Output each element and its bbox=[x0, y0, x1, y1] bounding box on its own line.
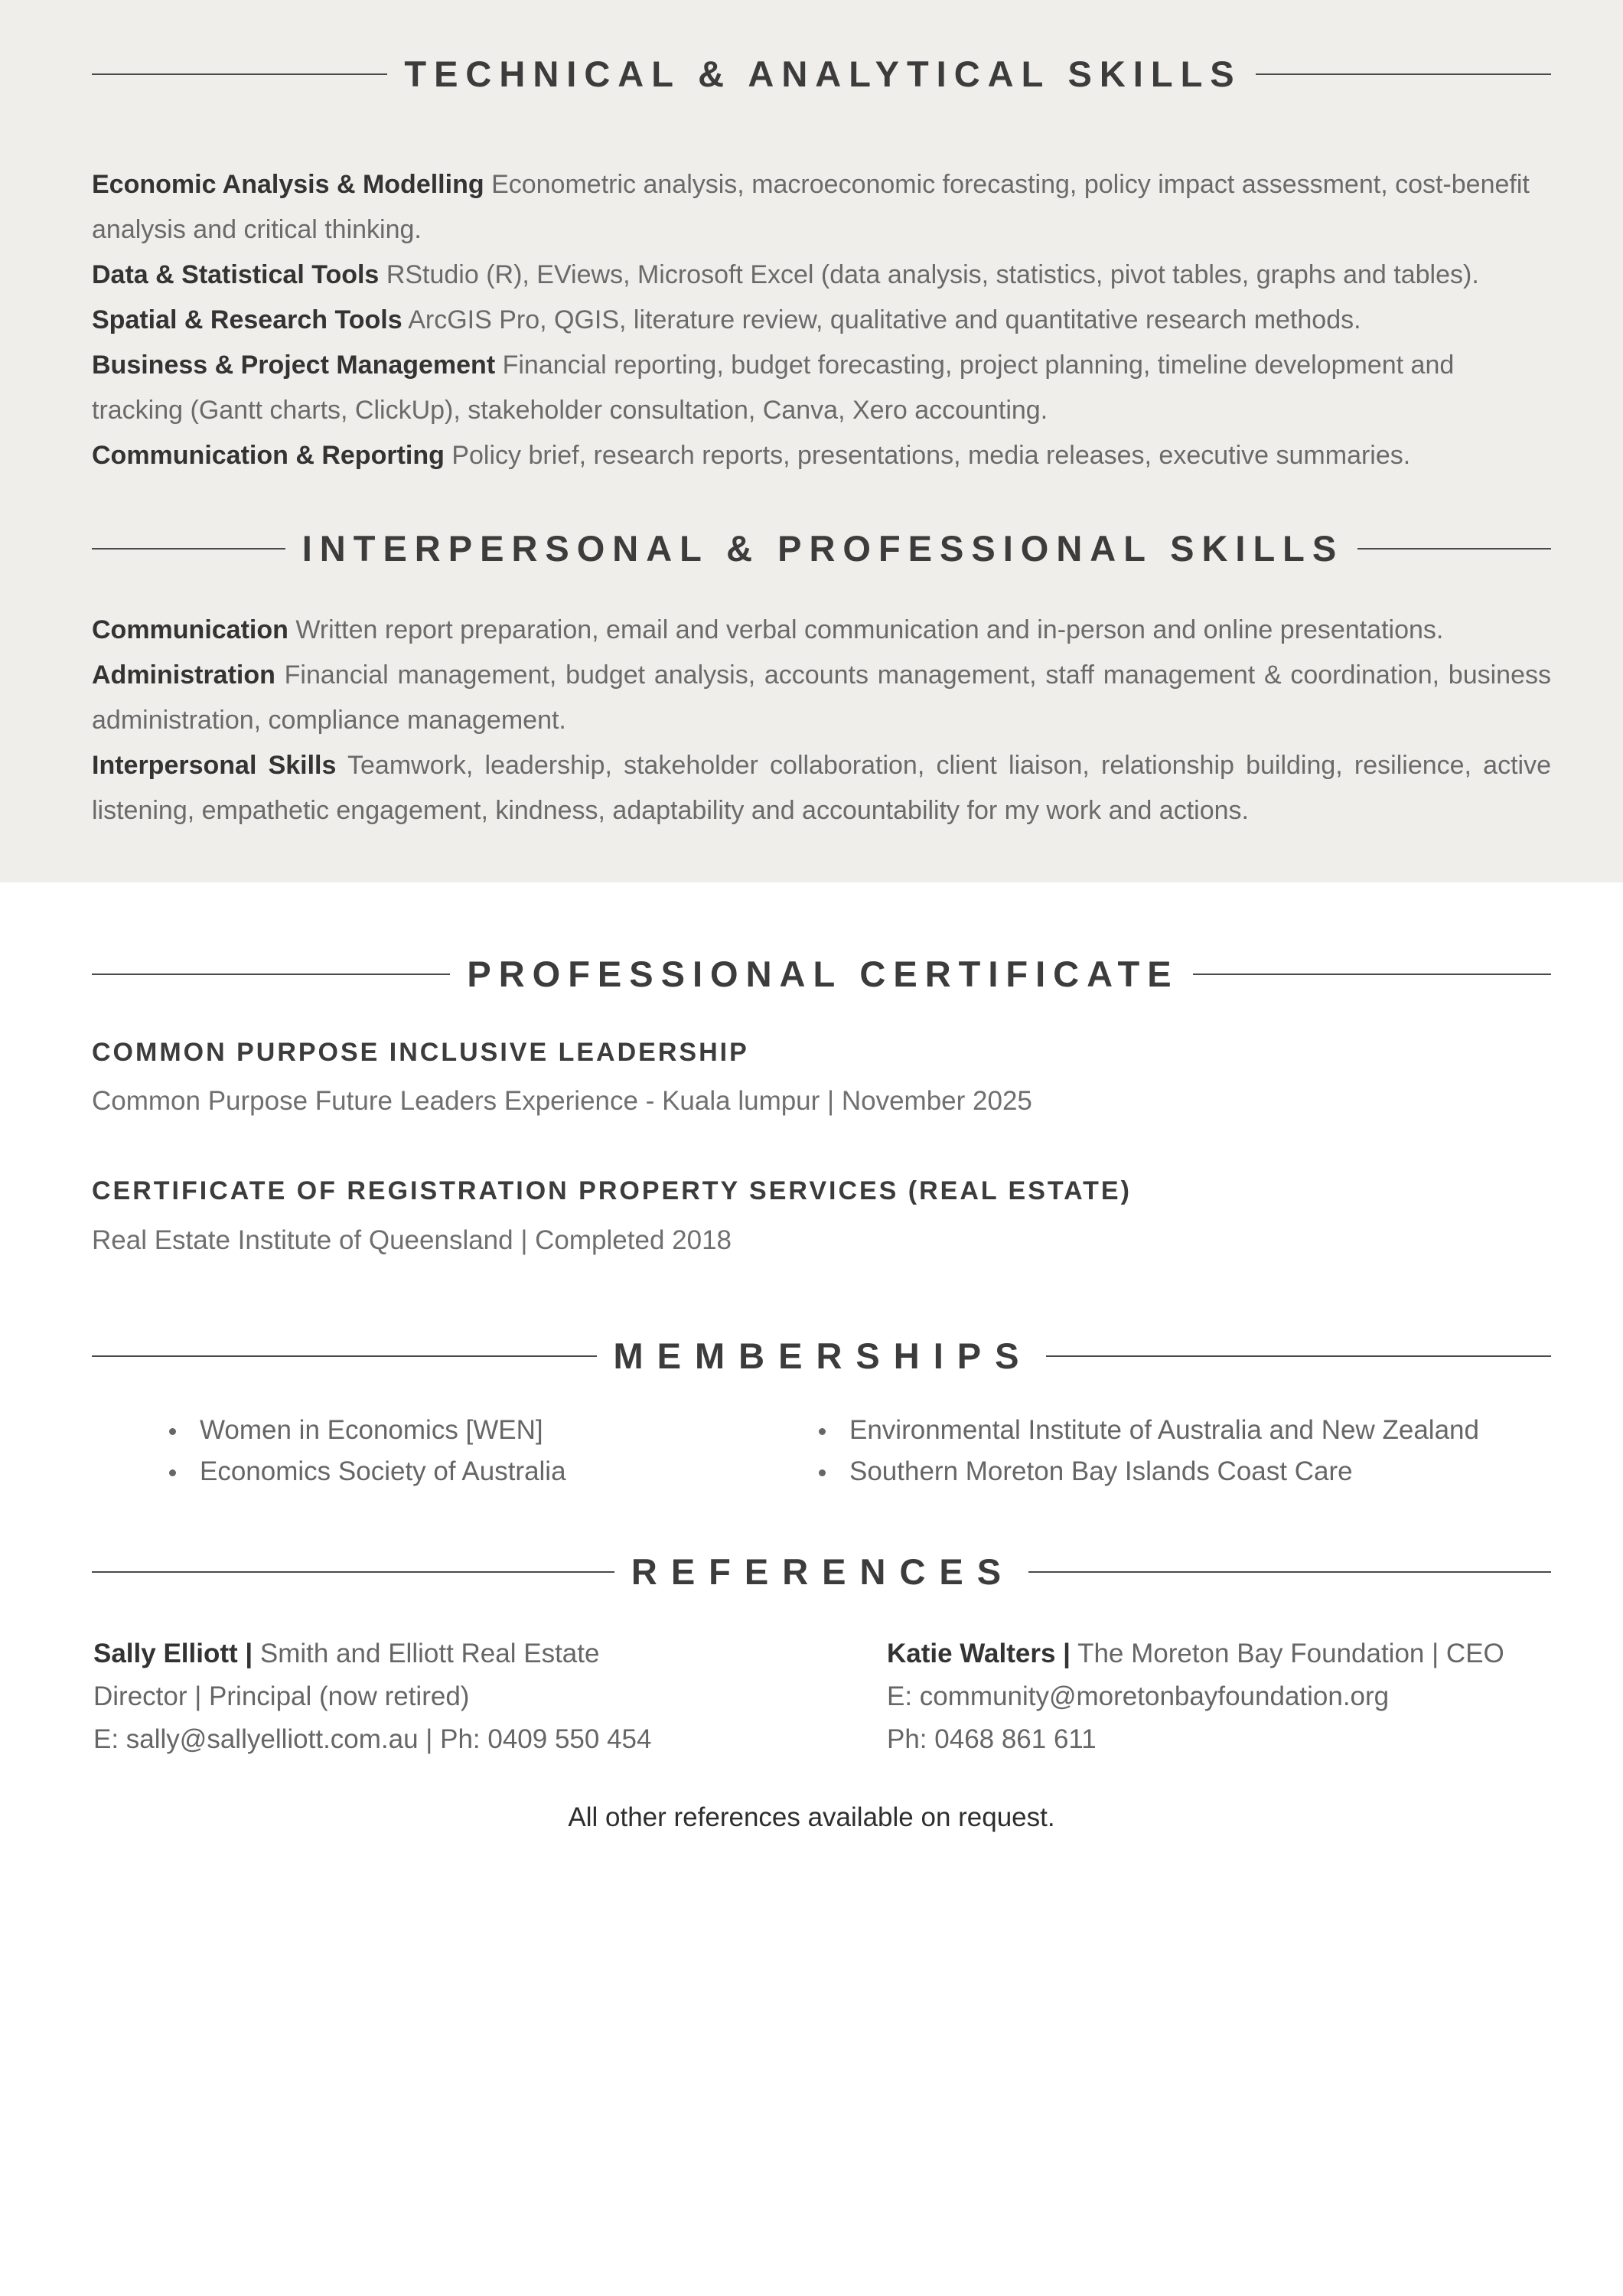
memberships-list-left bbox=[167, 1410, 566, 1492]
heading-rule-right bbox=[1256, 73, 1551, 75]
skill-item bbox=[92, 298, 1551, 343]
heading-rule-right bbox=[1193, 974, 1551, 975]
membership-item: Women in Economics [WEN] bbox=[167, 1410, 566, 1451]
skill-label: Business & Project Management bbox=[92, 351, 496, 380]
certificates-title: PROFESSIONAL CERTIFICATE bbox=[467, 954, 1179, 994]
certificate-detail: Real Estate Institute of Queensland | Completed 2018 bbox=[92, 1225, 732, 1255]
reference-sally-elliott bbox=[93, 1632, 651, 1761]
skill-item bbox=[92, 433, 1551, 478]
skill-label: Data & Statistical Tools bbox=[92, 260, 380, 289]
reference-org: The Moreton Bay Foundation | CEO bbox=[1077, 1639, 1504, 1668]
heading-rule-right bbox=[1357, 548, 1551, 550]
certificates-heading bbox=[92, 953, 1551, 995]
certificate-title: COMMON PURPOSE INCLUSIVE LEADERSHIP bbox=[92, 1038, 749, 1067]
skill-label: Communication bbox=[92, 615, 288, 644]
technical-skills-heading bbox=[92, 53, 1551, 95]
references-heading bbox=[92, 1551, 1551, 1593]
membership-item: Southern Moreton Bay Islands Coast Care bbox=[816, 1451, 1479, 1492]
reference-role: Director | Principal (now retired) bbox=[93, 1681, 470, 1711]
skill-text: Econometric analysis, macroeconomic forecasting, policy impact assessment, cost-benefit analysis and critical thinking. bbox=[92, 170, 1530, 244]
reference-email: E: community@moretonbayfoundation.org bbox=[887, 1681, 1390, 1711]
heading-rule-left bbox=[92, 1571, 614, 1573]
references-title: REFERENCES bbox=[631, 1551, 1015, 1592]
skill-text: Policy brief, research reports, presentations, media releases, executive summaries. bbox=[451, 441, 1411, 470]
reference-phone: Ph: 0468 861 611 bbox=[887, 1724, 1097, 1754]
skill-text: Teamwork, leadership, stakeholder collaboration, client liaison, relationship building, resilience, active listening, empathetic engagement, kindness, adaptability and accountability for my work and actions. bbox=[92, 751, 1552, 825]
heading-rule-right bbox=[1046, 1355, 1551, 1357]
skill-label: Economic Analysis & Modelling bbox=[92, 170, 484, 199]
heading-rule-left bbox=[92, 73, 387, 75]
technical-skills-title: TECHNICAL & ANALYTICAL SKILLS bbox=[404, 54, 1242, 94]
heading-rule-left bbox=[92, 548, 285, 550]
memberships-heading bbox=[92, 1335, 1551, 1377]
interpersonal-skills-title: INTERPERSONAL & PROFESSIONAL SKILLS bbox=[301, 528, 1344, 569]
certificate-title: CERTIFICATE OF REGISTRATION PROPERTY SERVICES (REAL ESTATE) bbox=[92, 1176, 1132, 1205]
skill-item bbox=[92, 743, 1551, 833]
technical-skills-list bbox=[92, 162, 1551, 478]
references-footer-note: All other references available on request. bbox=[568, 1802, 1055, 1832]
skill-text: RStudio (R), EViews, Microsoft Excel (data analysis, statistics, pivot tables, graphs and tables). bbox=[386, 260, 1479, 289]
membership-item: Environmental Institute of Australia and New Zealand bbox=[816, 1410, 1479, 1451]
memberships-list-right bbox=[816, 1410, 1479, 1492]
skill-label: Administration bbox=[92, 660, 275, 690]
reference-org: Smith and Elliott Real Estate bbox=[259, 1639, 600, 1668]
reference-header bbox=[93, 1632, 651, 1675]
skill-item bbox=[92, 253, 1551, 298]
skill-text: Written report preparation, email and verbal communication and in-person and online presentations. bbox=[295, 615, 1444, 644]
skill-item bbox=[92, 653, 1551, 743]
skill-item bbox=[92, 162, 1551, 253]
reference-header bbox=[887, 1632, 1504, 1675]
heading-rule-left bbox=[92, 1355, 597, 1357]
skill-text: ArcGIS Pro, QGIS, literature review, qualitative and quantitative research methods. bbox=[408, 305, 1361, 334]
skill-text: Financial management, budget analysis, accounts management, staff management & coordination, business administration, compliance management. bbox=[92, 660, 1551, 735]
reference-contact: E: sally@sallyelliott.com.au | Ph: 0409 550 454 bbox=[93, 1724, 652, 1754]
membership-item: Economics Society of Australia bbox=[167, 1451, 566, 1492]
skill-label: Communication & Reporting bbox=[92, 441, 445, 470]
heading-rule-right bbox=[1028, 1571, 1551, 1573]
heading-rule-left bbox=[92, 974, 450, 975]
memberships-title: MEMBERSHIPS bbox=[613, 1336, 1033, 1376]
reference-katie-walters bbox=[887, 1632, 1504, 1761]
skill-label: Spatial & Research Tools bbox=[92, 305, 402, 334]
skill-label: Interpersonal Skills bbox=[92, 751, 337, 780]
skill-item bbox=[92, 343, 1551, 433]
reference-name: Sally Elliott | bbox=[93, 1639, 253, 1668]
skill-item bbox=[92, 608, 1551, 653]
interpersonal-skills-list bbox=[92, 608, 1551, 833]
certificate-detail: Common Purpose Future Leaders Experience - Kuala lumpur | November 2025 bbox=[92, 1086, 1032, 1116]
reference-name: Katie Walters | bbox=[887, 1639, 1071, 1668]
skill-text: Financial reporting, budget forecasting, project planning, timeline development and tracking (Gantt charts, ClickUp), stakeholder consultation, Canva, Xero accounting. bbox=[92, 351, 1455, 425]
interpersonal-skills-heading bbox=[92, 527, 1551, 569]
